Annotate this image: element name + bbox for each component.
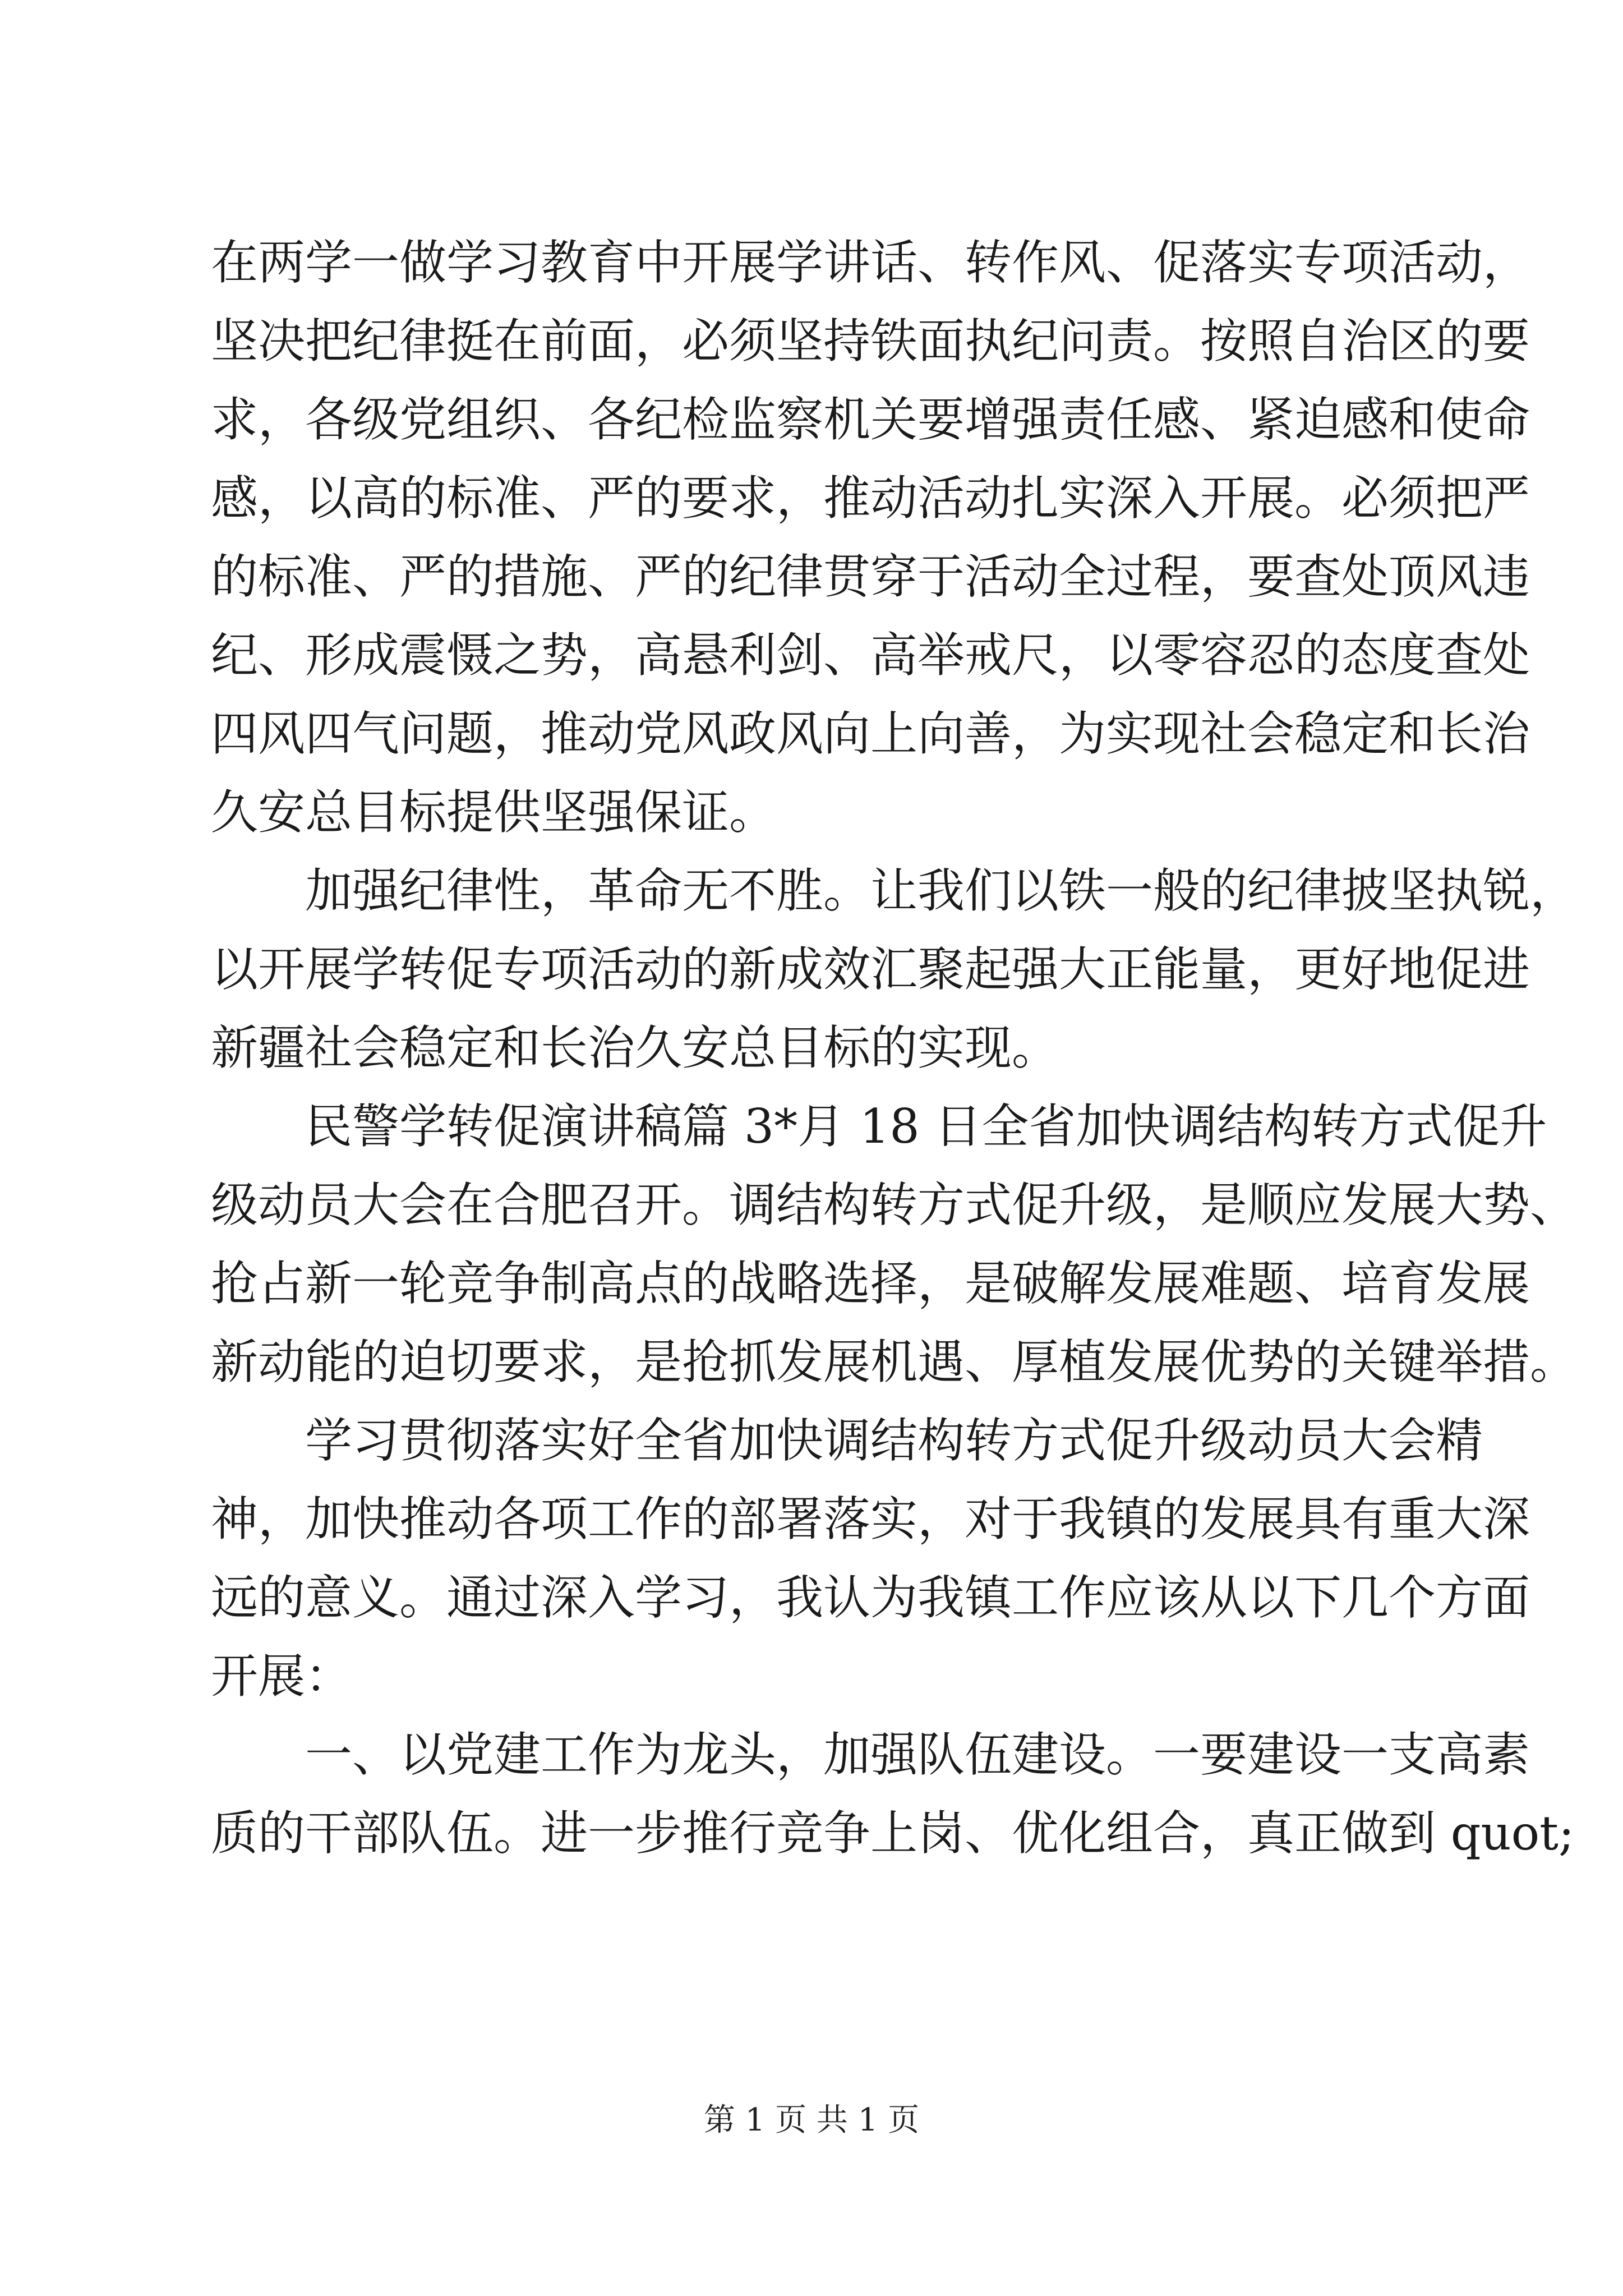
body-text-line: 开展： <box>211 1649 353 1704</box>
body-text-line: 以开展学转促专项活动的新成效汇聚起强大正能量，更好地促进 <box>211 942 1530 997</box>
body-text-line: 新动能的迫切要求，是抢抓发展机遇、厚植发展优势的关键举措。 <box>211 1335 1578 1389</box>
body-text-line: 远的意义。通过深入学习，我认为我镇工作应该从以下几个方面 <box>211 1570 1530 1625</box>
body-text-line: 级动员大会在合肥召开。调结构转方式促升级，是顺应发展大势、 <box>211 1177 1578 1232</box>
body-text-line: 一、以党建工作为龙头，加强队伍建设。一要建设一支高素 <box>211 1727 1530 1782</box>
body-text-line: 学习贯彻落实好全省加快调结构转方式促升级动员大会精 <box>211 1413 1483 1468</box>
body-text-line: 久安总目标提供坚强保证。 <box>211 785 777 840</box>
body-text-line: 民警学转促演讲稿篇 3*月 18 日全省加快调结构转方式促升 <box>211 1099 1547 1154</box>
body-text-line: 求，各级党组织、各纪检监察机关要增强责任感、紧迫感和使命 <box>211 392 1530 447</box>
page-footer: 第 1 页 共 1 页 <box>703 2102 920 2138</box>
body-text-line: 感，以高的标准、严的要求，推动活动扎实深入开展。必须把严 <box>211 471 1530 526</box>
body-text-line: 坚决把纪律挺在前面，必须坚持铁面执纪问责。按照自治区的要 <box>211 314 1530 369</box>
body-text-line: 质的干部队伍。进一步推行竞争上岗、优化组合，真正做到 quot; <box>211 1806 1575 1861</box>
body-text-line: 四风四气问题，推动党风政风向上向善，为实现社会稳定和长治 <box>211 706 1530 761</box>
body-text-line: 在两学一做学习教育中开展学讲话、转作风、促落实专项活动， <box>211 235 1530 290</box>
body-text-line: 神，加快推动各项工作的部署落实，对于我镇的发展具有重大深 <box>211 1492 1530 1547</box>
body-text-line: 抢占新一轮竞争制高点的战略选择，是破解发展难题、培育发展 <box>211 1256 1530 1311</box>
body-text-line: 的标准、严的措施、严的纪律贯穿于活动全过程，要查处顶风违 <box>211 549 1530 604</box>
body-text-line: 加强纪律性，革命无不胜。让我们以铁一般的纪律披坚执锐， <box>211 863 1578 918</box>
body-text-line: 纪、形成震慑之势，高悬利剑、高举戒尺，以零容忍的态度查处 <box>211 628 1530 683</box>
body-text-line: 新疆社会稳定和长治久安总目标的实现。 <box>211 1020 1059 1075</box>
